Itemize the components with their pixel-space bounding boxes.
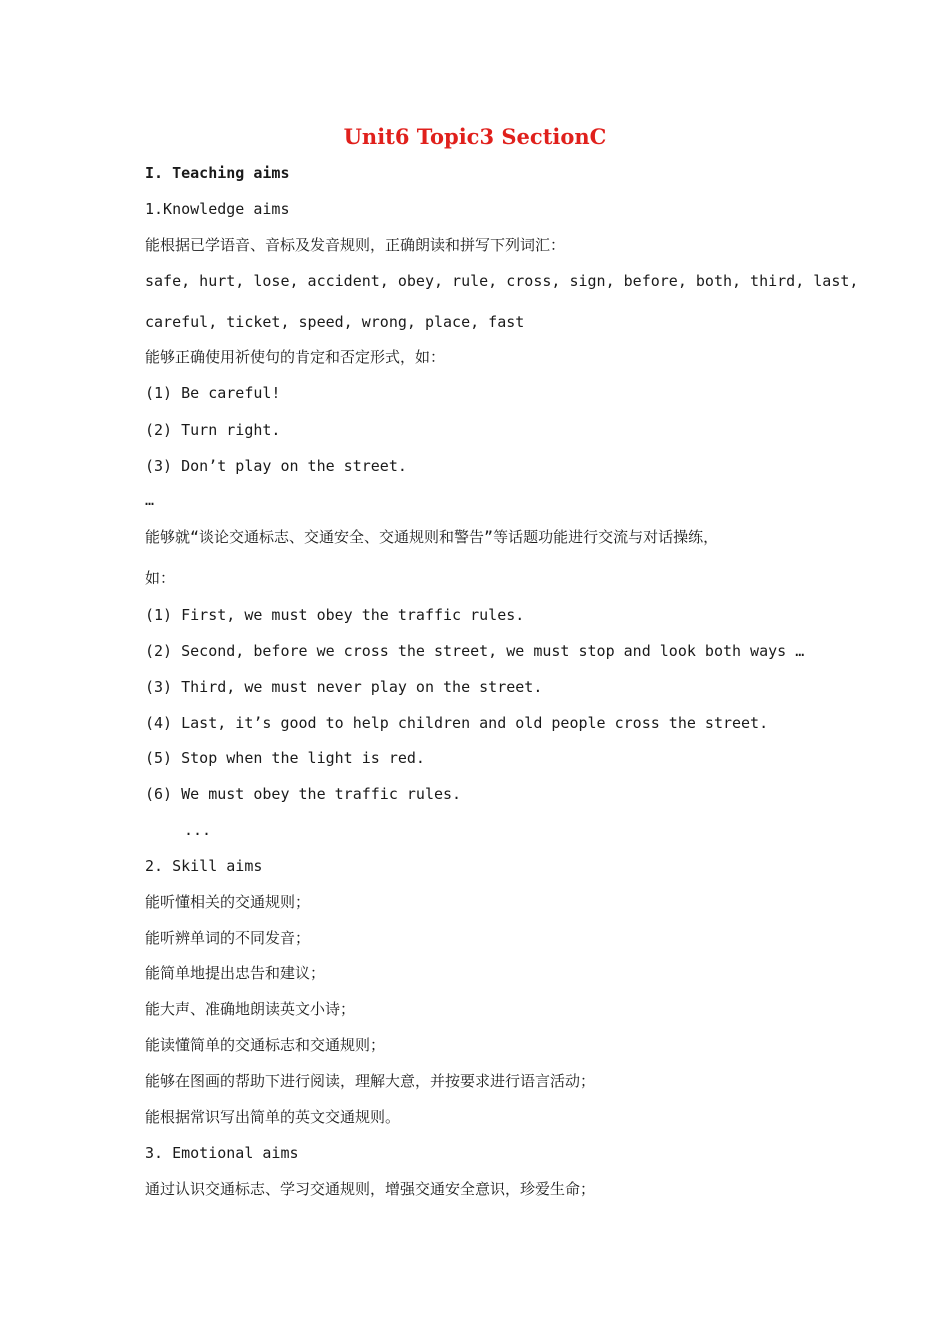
emotional-aims-label: 3. Emotional aims (145, 1144, 299, 1162)
dialogue-example: (1) First, we must obey the traffic rules. (145, 606, 525, 624)
vocabulary-line-1: safe, hurt, lose, accident, obey, rule, cross, sign, before, both, third, last, (145, 272, 859, 290)
talk-intro-line-1: 能够就“谈论交通标志、交通安全、交通规则和警告”等话题功能进行交流与对话操练， (145, 528, 719, 546)
dialogue-example: (2) Second, before we cross the street, we must stop and look both ways … (145, 642, 805, 660)
vocabulary-line-2: careful, ticket, speed, wrong, place, fast (145, 313, 525, 331)
knowledge-intro: 能根据已学语音、音标及发音规则，正确朗读和拼写下列词汇： (145, 236, 566, 254)
ellipsis: ... (184, 821, 212, 839)
imperative-example: (2) Turn right. (145, 421, 281, 439)
skill-item: 能读懂简单的交通标志和交通规则； (145, 1036, 386, 1054)
section-heading: I. Teaching aims (145, 164, 290, 182)
imperative-intro: 能够正确使用祈使句的肯定和否定形式，如： (145, 348, 446, 366)
ellipsis: … (145, 491, 155, 509)
skill-item: 能根据常识写出简单的英文交通规则。 (145, 1108, 401, 1126)
skill-item: 能简单地提出忠告和建议； (145, 964, 326, 982)
skill-aims-label: 2. Skill aims (145, 857, 263, 875)
skill-item: 能大声、准确地朗读英文小诗； (145, 1000, 356, 1018)
emotional-item: 通过认识交通标志、学习交通规则，增强交通安全意识，珍爱生命； (145, 1180, 596, 1198)
skill-item: 能听辨单词的不同发音； (145, 929, 311, 947)
document-title: Unit6 Topic3 SectionC (343, 124, 607, 149)
dialogue-example: (3) Third, we must never play on the street. (145, 678, 543, 696)
dialogue-example: (6) We must obey the traffic rules. (145, 785, 462, 803)
imperative-example: (3) Don’t play on the street. (145, 457, 407, 475)
imperative-example: (1) Be careful! (145, 384, 281, 402)
skill-item: 能够在图画的帮助下进行阅读，理解大意，并按要求进行语言活动； (145, 1072, 596, 1090)
talk-intro-line-2: 如： (145, 569, 176, 587)
dialogue-example: (5) Stop when the light is red. (145, 749, 425, 767)
skill-item: 能听懂相关的交通规则； (145, 893, 311, 911)
dialogue-example: (4) Last, it’s good to help children and old people cross the street. (145, 714, 769, 732)
knowledge-aims-label: 1.Knowledge aims (145, 200, 290, 218)
